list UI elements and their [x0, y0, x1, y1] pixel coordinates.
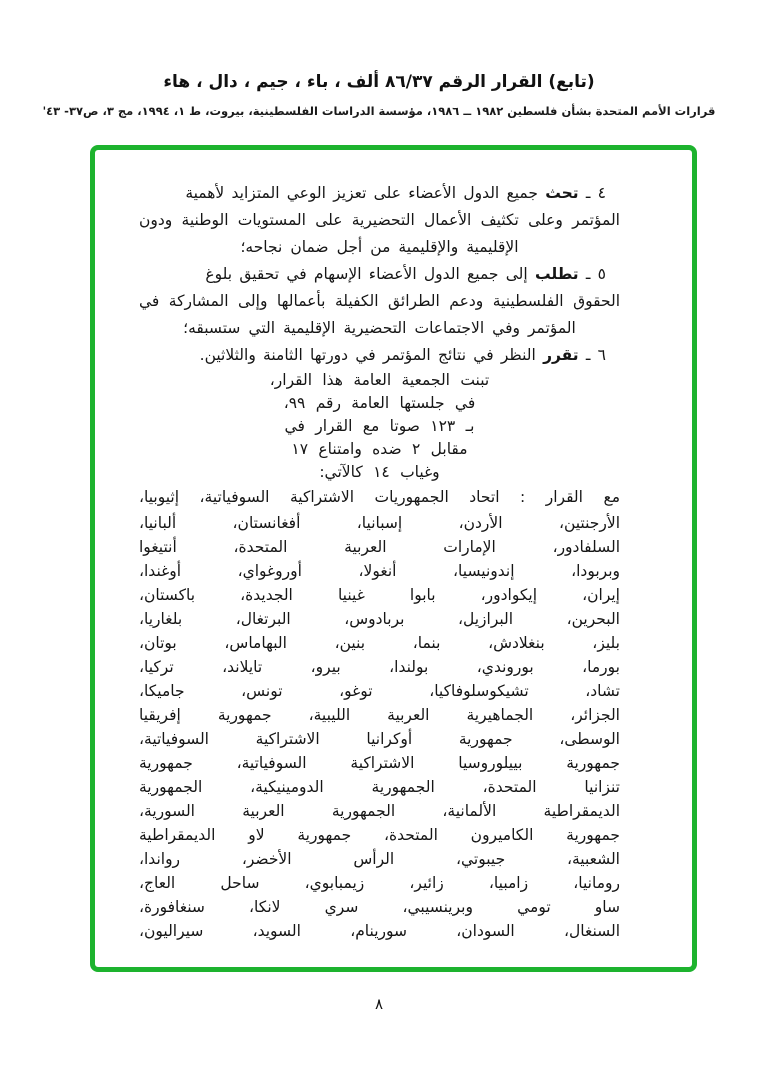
text-segment: جميع الدول الأعضاء على تعزيز الوعي المتزايد لأهمية [185, 184, 546, 202]
text-segment: بورما، بوروندي، بولندا، بيرو، تايلاند، تركيا، [139, 658, 620, 676]
text-segment: ٤ ـ [578, 184, 606, 202]
text-line [139, 703, 620, 727]
text-segment: الشعبية، جيبوتي، الرأس الأخضر، رواندا، [139, 850, 620, 868]
text-line [139, 180, 620, 207]
bold-keyword: تطلب [534, 265, 579, 283]
text-line [139, 234, 620, 261]
resolution-text [95, 150, 692, 943]
text-line [139, 871, 620, 895]
text-segment: الإقليمية والإقليمية من أجل ضمان نجاحه؛ [240, 238, 519, 256]
text-line [139, 631, 620, 655]
text-line [139, 775, 620, 799]
text-line [139, 207, 620, 234]
text-segment: النظر في نتائج المؤتمر في دورتها الثامنة والثلاثين. [199, 346, 544, 364]
text-line [139, 484, 620, 511]
text-line [139, 415, 620, 438]
text-line [139, 727, 620, 751]
text-line [139, 607, 620, 631]
text-line [139, 679, 620, 703]
text-segment: السلفادور، الإمارات العربية المتحدة، أنتيغوا [139, 538, 620, 556]
text-segment: تبنت الجمعية العامة هذا القرار، [269, 371, 490, 389]
text-line [139, 261, 620, 288]
resolution-title: (تابع) القرار الرقم ٨٦/٣٧ ألف ، باء ، جيم ، دال ، هاء [163, 72, 595, 92]
text-segment: إلى جميع الدول الأعضاء الإسهام في تحقيق بلوغ [205, 265, 535, 283]
text-segment: وغياب ١٤ كالآتي: [319, 463, 440, 481]
text-segment: إيران، إيكوادور، بابوا غينيا الجديدة، باكستان، [139, 586, 620, 604]
text-line [139, 823, 620, 847]
text-line [139, 799, 620, 823]
text-line [139, 583, 620, 607]
text-segment: الجزائر، الجماهيرية العربية الليبية، جمهورية إفريقيا [139, 706, 620, 724]
text-segment: وبربودا، إندونيسيا، أنغولا، أوروغواي، أوغندا، [139, 562, 620, 580]
text-segment: البحرين، البرازيل، بربادوس، البرتغال، بلغاريا، [139, 610, 620, 628]
text-segment: الديمقراطية الألمانية، الجمهورية العربية السورية، [139, 802, 620, 820]
text-segment: جمهورية بييلوروسيا الاشتراكية السوفياتية، جمهورية [139, 754, 620, 772]
text-segment: المؤتمر وفي الاجتماعات التحضيرية الإقليمية التي ستسبقه؛ [183, 319, 576, 337]
text-line [139, 288, 620, 315]
text-segment: الوسطى، جمهورية أوكرانيا الاشتراكية السوفياتية، [139, 730, 620, 748]
text-segment: ٥ ـ [578, 265, 606, 283]
text-line [139, 535, 620, 559]
text-segment: ساو تومي وبرينسيبي، سري لانكا، سنغافورة، [139, 898, 620, 916]
text-line [139, 847, 620, 871]
page-number: ٨ [374, 995, 384, 1013]
text-line [139, 392, 620, 415]
text-line [139, 895, 620, 919]
bold-keyword: تحث [545, 184, 579, 202]
text-segment: تشاد، تشيكوسلوفاكيا، توغو، تونس، جاميكا، [139, 682, 620, 700]
highlight-box [90, 145, 697, 972]
text-segment: تنزانيا المتحدة، الجمهورية الدومينيكية، الجمهورية [139, 778, 620, 796]
text-segment: الأرجنتين، الأردن، إسبانيا، أفغانستان، ألبانيا، [139, 514, 620, 532]
text-segment: رومانيا، زامبيا، زائير، زيمبابوي، ساحل العاج، [139, 874, 620, 892]
text-segment: في جلستها العامة رقم ٩٩، [283, 394, 476, 412]
text-segment: مع القرار : اتحاد الجمهوريات الاشتراكية السوفياتية، إثيوبيا، [139, 488, 620, 506]
text-segment: جمهورية الكاميرون المتحدة، جمهورية لاو الديمقراطية [139, 826, 620, 844]
text-line [139, 342, 620, 369]
text-line [139, 461, 620, 484]
text-segment: بـ ١٢٣ صوتا مع القرار في [284, 417, 475, 435]
text-line [139, 315, 620, 342]
text-segment: المؤتمر وعلى تكثيف الأعمال التحضيرية على المستويات الوطنية ودون [139, 211, 620, 229]
source-citation: قرارات الأمم المتحدة بشأن فلسطين ١٩٨٢ ــ ١٩٨٦، مؤسسة الدراسات الفلسطينية، بيروت، ط ١، ١٩٩٤، مج ٣، ص٣٧- ٤٣' [42, 104, 716, 118]
text-segment: الحقوق الفلسطينية ودعم الطرائق الكفيلة بأعمالها وإلى المشاركة في [139, 292, 620, 310]
text-line [139, 369, 620, 392]
text-line [139, 751, 620, 775]
text-line [139, 919, 620, 943]
text-segment: مقابل ٢ ضده وامتناع ١٧ [291, 440, 468, 458]
text-line [139, 511, 620, 535]
text-line [139, 559, 620, 583]
text-segment: بليز، بنغلادش، بنما، بنين، البهاماس، بوتان، [139, 634, 620, 652]
bold-keyword: تقرر [543, 346, 579, 364]
text-line [139, 655, 620, 679]
text-segment: ٦ ـ [578, 346, 606, 364]
text-segment: السنغال، السودان، سورينام، السويد، سيراليون، [139, 922, 620, 940]
text-line [139, 438, 620, 461]
